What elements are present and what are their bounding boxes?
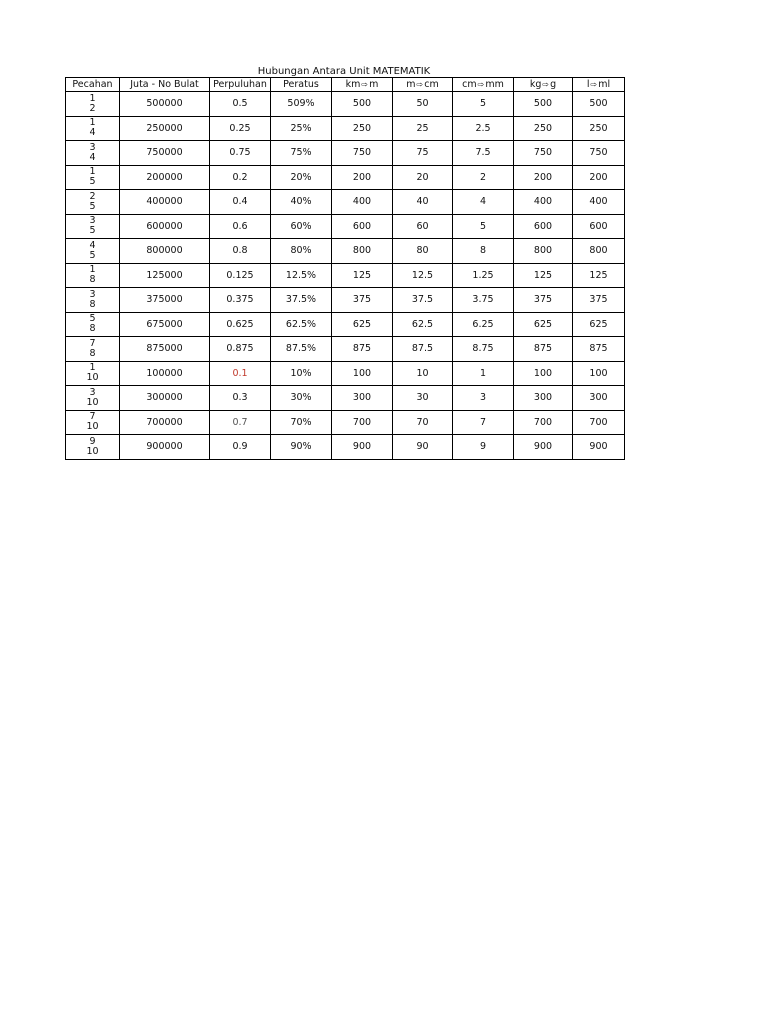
arrow-right-icon: ⇨ [477, 80, 485, 89]
kg-g-cell: 750 [514, 141, 573, 166]
fraction: 1 5 [89, 166, 96, 188]
m-cm-cell: 75 [393, 141, 453, 166]
table-row [66, 337, 625, 362]
table-row [66, 435, 625, 460]
kg-g-cell: 900 [514, 435, 573, 460]
km-m-cell: 900 [332, 435, 393, 460]
m-cm-cell: 60 [393, 214, 453, 239]
header-cm-mm: cm⇨mm [453, 78, 514, 92]
l-ml-cell: 625 [573, 312, 625, 337]
fraction-cell [66, 214, 120, 239]
cm-mm-cell: 2 [453, 165, 514, 190]
perpuluhan-cell: 0.8 [210, 239, 271, 264]
table-row [66, 263, 625, 288]
table-row [66, 116, 625, 141]
perpuluhan-cell: 0.9 [210, 435, 271, 460]
fraction-cell [66, 410, 120, 435]
fraction-cell [66, 361, 120, 386]
m-cm-cell: 50 [393, 92, 453, 117]
peratus-cell: 90% [271, 435, 332, 460]
l-ml-cell: 700 [573, 410, 625, 435]
fraction-cell [66, 239, 120, 264]
page-title: Hubungan Antara Unit MATEMATIK [257, 66, 431, 77]
unit-conversion-table [65, 77, 625, 460]
fraction-cell [66, 92, 120, 117]
m-cm-cell: 25 [393, 116, 453, 141]
peratus-cell: 75% [271, 141, 332, 166]
fraction-cell [66, 288, 120, 313]
fraction: 1 10 [86, 362, 99, 384]
fraction-cell [66, 263, 120, 288]
cm-mm-cell: 7 [453, 410, 514, 435]
table-row [66, 239, 625, 264]
arrow-right-icon: ⇨ [590, 80, 598, 89]
cm-mm-cell: 8.75 [453, 337, 514, 362]
l-ml-cell: 375 [573, 288, 625, 313]
cm-mm-cell: 3.75 [453, 288, 514, 313]
fraction: 2 5 [89, 190, 96, 212]
kg-g-cell: 400 [514, 190, 573, 215]
juta-cell: 200000 [120, 165, 210, 190]
l-ml-cell: 125 [573, 263, 625, 288]
l-ml-cell: 750 [573, 141, 625, 166]
juta-cell: 600000 [120, 214, 210, 239]
m-cm-cell: 70 [393, 410, 453, 435]
l-ml-cell: 100 [573, 361, 625, 386]
l-ml-cell: 800 [573, 239, 625, 264]
fraction-cell [66, 386, 120, 411]
m-cm-cell: 37.5 [393, 288, 453, 313]
peratus-cell: 20% [271, 165, 332, 190]
juta-cell: 500000 [120, 92, 210, 117]
juta-cell: 100000 [120, 361, 210, 386]
kg-g-cell: 625 [514, 312, 573, 337]
peratus-cell: 10% [271, 361, 332, 386]
cm-mm-cell: 8 [453, 239, 514, 264]
kg-g-cell: 300 [514, 386, 573, 411]
km-m-cell: 875 [332, 337, 393, 362]
perpuluhan-cell: 0.3 [210, 386, 271, 411]
km-m-cell: 800 [332, 239, 393, 264]
km-m-cell: 100 [332, 361, 393, 386]
peratus-cell: 40% [271, 190, 332, 215]
kg-g-cell: 375 [514, 288, 573, 313]
arrow-right-icon: ⇨ [416, 80, 424, 89]
juta-cell: 675000 [120, 312, 210, 337]
cm-mm-cell: 2.5 [453, 116, 514, 141]
peratus-cell: 62.5% [271, 312, 332, 337]
fraction: 9 10 [86, 435, 99, 457]
fraction-cell [66, 116, 120, 141]
l-ml-cell: 200 [573, 165, 625, 190]
fraction-cell [66, 141, 120, 166]
cm-mm-cell: 6.25 [453, 312, 514, 337]
m-cm-cell: 80 [393, 239, 453, 264]
cm-mm-cell: 3 [453, 386, 514, 411]
fraction: 7 8 [89, 337, 96, 359]
cm-mm-cell: 7.5 [453, 141, 514, 166]
perpuluhan-cell: 0.125 [210, 263, 271, 288]
peratus-cell: 87.5% [271, 337, 332, 362]
header-km-m: km⇨m [332, 78, 393, 92]
kg-g-cell: 500 [514, 92, 573, 117]
l-ml-cell: 900 [573, 435, 625, 460]
cm-mm-cell: 4 [453, 190, 514, 215]
kg-g-cell: 125 [514, 263, 573, 288]
m-cm-cell: 40 [393, 190, 453, 215]
cm-mm-cell: 1.25 [453, 263, 514, 288]
peratus-cell: 12.5% [271, 263, 332, 288]
cm-mm-cell: 5 [453, 92, 514, 117]
l-ml-cell: 250 [573, 116, 625, 141]
perpuluhan-cell: 0.7 [210, 410, 271, 435]
peratus-cell: 70% [271, 410, 332, 435]
cm-mm-cell: 5 [453, 214, 514, 239]
fraction-cell [66, 165, 120, 190]
juta-cell: 375000 [120, 288, 210, 313]
fraction-cell [66, 435, 120, 460]
header-peratus: Peratus [271, 78, 332, 92]
kg-g-cell: 250 [514, 116, 573, 141]
table-row [66, 165, 625, 190]
table-row [66, 92, 625, 117]
perpuluhan-cell: 0.375 [210, 288, 271, 313]
kg-g-cell: 875 [514, 337, 573, 362]
kg-g-cell: 100 [514, 361, 573, 386]
cm-mm-cell: 1 [453, 361, 514, 386]
fraction-cell [66, 337, 120, 362]
perpuluhan-cell: 0.2 [210, 165, 271, 190]
table-row [66, 312, 625, 337]
peratus-cell: 37.5% [271, 288, 332, 313]
fraction: 3 10 [86, 386, 99, 408]
km-m-cell: 400 [332, 190, 393, 215]
juta-cell: 900000 [120, 435, 210, 460]
juta-cell: 125000 [120, 263, 210, 288]
arrow-right-icon: ⇨ [361, 80, 369, 89]
l-ml-cell: 600 [573, 214, 625, 239]
kg-g-cell: 700 [514, 410, 573, 435]
header-pecahan: Pecahan [66, 78, 120, 92]
table-row [66, 288, 625, 313]
header-l-ml: l⇨ml [573, 78, 625, 92]
km-m-cell: 125 [332, 263, 393, 288]
m-cm-cell: 62.5 [393, 312, 453, 337]
km-m-cell: 200 [332, 165, 393, 190]
header-perpuluhan: Perpuluhan [210, 78, 271, 92]
km-m-cell: 625 [332, 312, 393, 337]
km-m-cell: 375 [332, 288, 393, 313]
peratus-cell: 25% [271, 116, 332, 141]
km-m-cell: 600 [332, 214, 393, 239]
fraction: 7 10 [86, 411, 99, 433]
perpuluhan-cell: 0.875 [210, 337, 271, 362]
header-m-cm: m⇨cm [393, 78, 453, 92]
fraction: 1 8 [89, 264, 96, 286]
perpuluhan-cell: 0.4 [210, 190, 271, 215]
peratus-cell: 60% [271, 214, 332, 239]
km-m-cell: 700 [332, 410, 393, 435]
cm-mm-cell: 9 [453, 435, 514, 460]
fraction: 5 8 [89, 313, 96, 335]
m-cm-cell: 90 [393, 435, 453, 460]
juta-cell: 250000 [120, 116, 210, 141]
perpuluhan-cell: 0.1 [210, 361, 271, 386]
table-header-row [66, 78, 625, 92]
l-ml-cell: 300 [573, 386, 625, 411]
header-kg-g: kg⇨g [514, 78, 573, 92]
juta-cell: 750000 [120, 141, 210, 166]
fraction: 3 5 [89, 215, 96, 237]
perpuluhan-cell: 0.625 [210, 312, 271, 337]
kg-g-cell: 800 [514, 239, 573, 264]
l-ml-cell: 400 [573, 190, 625, 215]
juta-cell: 800000 [120, 239, 210, 264]
table-row [66, 190, 625, 215]
fraction: 3 4 [89, 141, 96, 163]
fraction: 1 4 [89, 117, 96, 139]
m-cm-cell: 30 [393, 386, 453, 411]
kg-g-cell: 600 [514, 214, 573, 239]
perpuluhan-cell: 0.5 [210, 92, 271, 117]
header-juta: Juta - No Bulat [120, 78, 210, 92]
km-m-cell: 500 [332, 92, 393, 117]
table-row [66, 386, 625, 411]
l-ml-cell: 875 [573, 337, 625, 362]
peratus-cell: 30% [271, 386, 332, 411]
fraction-cell [66, 312, 120, 337]
table-row [66, 410, 625, 435]
m-cm-cell: 87.5 [393, 337, 453, 362]
peratus-cell: 509% [271, 92, 332, 117]
juta-cell: 875000 [120, 337, 210, 362]
juta-cell: 300000 [120, 386, 210, 411]
table-row [66, 361, 625, 386]
m-cm-cell: 20 [393, 165, 453, 190]
km-m-cell: 750 [332, 141, 393, 166]
peratus-cell: 80% [271, 239, 332, 264]
fraction: 3 8 [89, 288, 96, 310]
perpuluhan-cell: 0.25 [210, 116, 271, 141]
kg-g-cell: 200 [514, 165, 573, 190]
fraction-cell [66, 190, 120, 215]
perpuluhan-cell: 0.75 [210, 141, 271, 166]
m-cm-cell: 12.5 [393, 263, 453, 288]
table-row [66, 141, 625, 166]
m-cm-cell: 10 [393, 361, 453, 386]
l-ml-cell: 500 [573, 92, 625, 117]
juta-cell: 700000 [120, 410, 210, 435]
table-row [66, 214, 625, 239]
fraction: 1 2 [89, 92, 96, 114]
km-m-cell: 250 [332, 116, 393, 141]
km-m-cell: 300 [332, 386, 393, 411]
juta-cell: 400000 [120, 190, 210, 215]
perpuluhan-cell: 0.6 [210, 214, 271, 239]
fraction: 4 5 [89, 239, 96, 261]
arrow-right-icon: ⇨ [542, 80, 550, 89]
